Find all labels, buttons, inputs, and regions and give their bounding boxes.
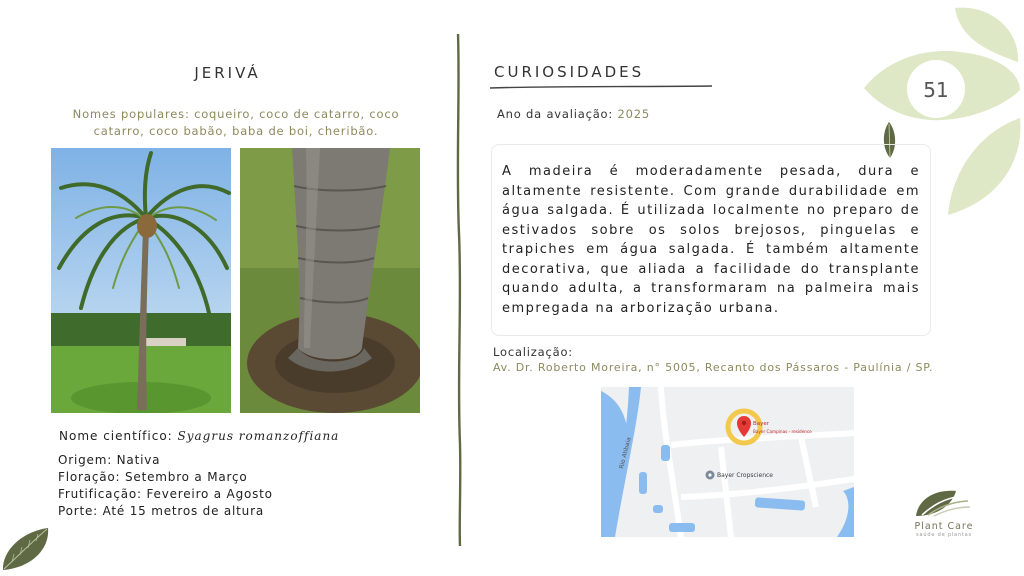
plant-care-logo-icon — [912, 486, 972, 520]
palm-tree-photo — [51, 148, 231, 413]
brand-tagline: saúde de plantas — [916, 532, 972, 538]
scientific-name — [59, 429, 339, 443]
popular-names: Nomes populares: coqueiro, coco de catarro, coco catarro, coco babão, baba de boi, cheribão. — [72, 107, 400, 138]
location-label: Localização: — [493, 345, 573, 359]
column-divider — [452, 34, 466, 546]
evaluation-year — [497, 107, 650, 121]
curiosities-card — [491, 144, 931, 336]
fact-flowering: Floração: Setembro a Março — [58, 470, 248, 484]
location-map[interactable] — [601, 387, 854, 537]
location-address: Av. Dr. Roberto Moreira, n° 5005, Recanto dos Pássaros - Paulínia / SP. — [493, 361, 934, 374]
fact-size: Porte: Até 15 metros de altura — [58, 504, 264, 518]
fact-fruiting: Frutificação: Fevereiro a Agosto — [58, 487, 273, 501]
map-marker-label: Bayer — [753, 421, 770, 427]
map-poi-label: Bayer Cropscience — [717, 472, 773, 479]
title-underline — [488, 80, 714, 94]
scientific-name-label: Nome científico: — [59, 429, 178, 443]
curiosities-title: CURIOSIDADES — [494, 63, 645, 81]
species-title: JERIVÁ — [194, 64, 261, 82]
evaluation-year-value: 2025 — [617, 107, 650, 121]
scientific-name-value: Syagrus romanzoffiana — [177, 429, 340, 443]
brand-name: Plant Care — [914, 521, 974, 532]
decorative-leaf-bottom-left — [0, 524, 52, 572]
evaluation-year-label: Ano da avaliação: — [497, 107, 618, 121]
map-road-label: Rio Atibaia — [618, 436, 633, 470]
fact-origin: Origem: Nativa — [58, 453, 161, 467]
page-number: 51 — [923, 78, 949, 102]
species-facts — [58, 452, 273, 520]
curiosities-text: A madeira é moderadamente pesada, dura e altamente resistente. Com grande durabilidade em água salgada. É utilizada localmente no preparo de estivados sobre os solos brejosos, pinguelas e trapiches em água salgada. É também altamente decorativa, que aliada a facilidade do transplante quando adulta, a transformaram na palmeira mais empregada na arborização urbana. — [502, 164, 920, 316]
map-marker-sublabel: Bayer Campinas - residence — [753, 429, 812, 434]
palm-trunk-photo — [240, 148, 420, 413]
